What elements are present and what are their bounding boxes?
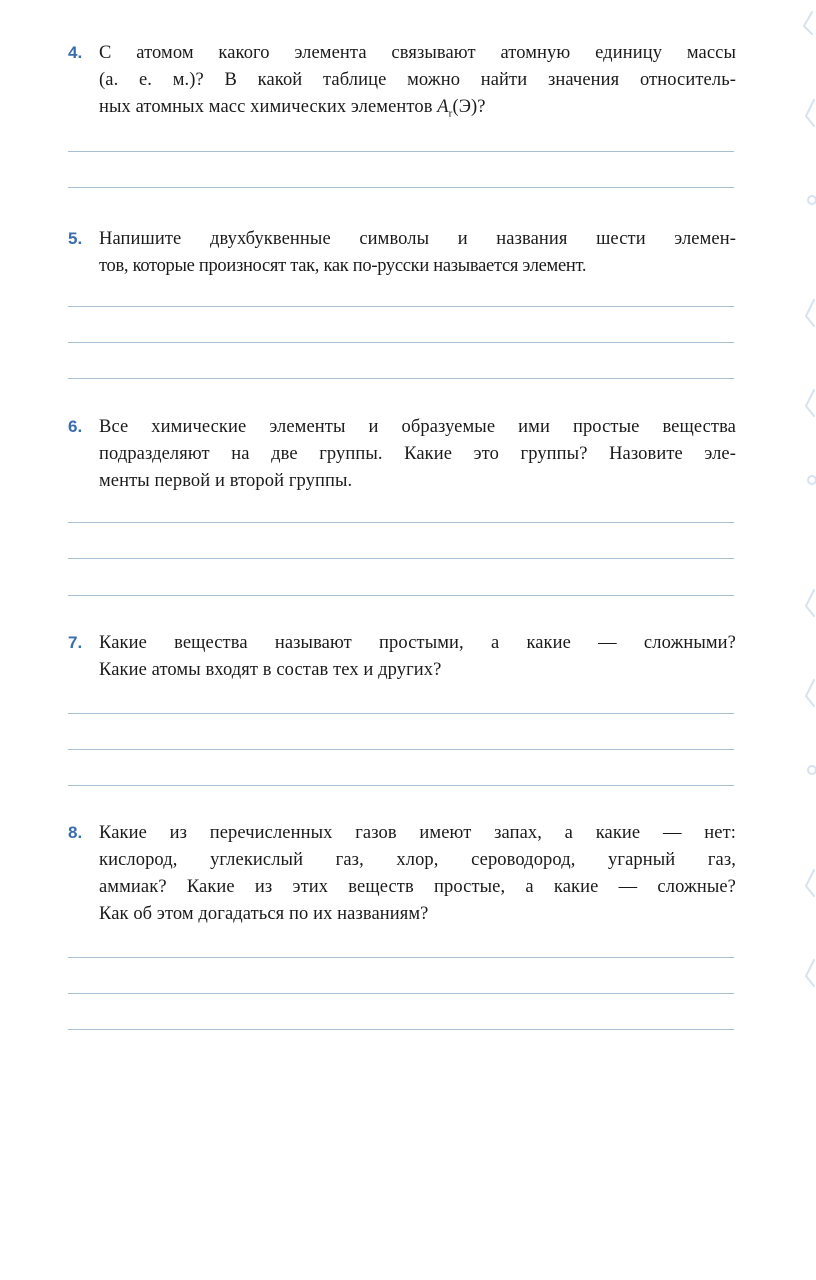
question-text-line: Напишите двухбуквенные символы и названия шести элемен- — [99, 229, 736, 249]
question-text-line: подразделяют на две группы. Какие это группы? Назовите эле- — [99, 444, 736, 464]
question-number: 4. — [68, 43, 83, 62]
question-number: 6. — [68, 417, 83, 436]
question-text — [99, 820, 736, 928]
question-text-line: Какие атомы входят в состав тех и других? — [99, 660, 442, 680]
answer-line[interactable] — [68, 151, 734, 152]
question-5 — [68, 226, 736, 280]
question-text-line — [99, 94, 736, 128]
question-text-line: кислород, углекислый газ, хлор, сероводород, угарный газ, — [99, 850, 736, 870]
question-text-line: С атомом какого элемента связывают атомную единицу массы — [99, 43, 736, 63]
question-text — [99, 226, 736, 280]
question-text-line: (а. е. м.)? В какой таблице можно найти значения относитель- — [99, 70, 736, 90]
question-text — [99, 40, 736, 128]
question-7 — [68, 630, 736, 684]
answer-line[interactable] — [68, 1029, 734, 1030]
answer-line[interactable] — [68, 749, 734, 750]
question-6 — [68, 414, 736, 495]
answer-line[interactable] — [68, 187, 734, 188]
answer-line[interactable] — [68, 785, 734, 786]
question-text-fragment: ных атомных масс химических элементов — [99, 97, 433, 117]
relative-atomic-mass-symbol — [437, 97, 453, 120]
question-text-line: Какие из перечисленных газов имеют запах, а какие — нет: — [99, 823, 736, 843]
question-8 — [68, 820, 736, 928]
question-text-line: Какие вещества называют простыми, а какие — сложными? — [99, 633, 736, 653]
question-text-line: тов, которые произносят так, как по-русски называется элемент. — [99, 256, 587, 276]
answer-line[interactable] — [68, 595, 734, 596]
question-number: 5. — [68, 229, 83, 248]
answer-line[interactable] — [68, 713, 734, 714]
question-text-line: Как об этом догадаться по их названиям? — [99, 904, 429, 924]
question-4 — [68, 40, 736, 128]
question-number: 7. — [68, 633, 83, 652]
symbol-letter: A — [437, 97, 449, 117]
answer-line[interactable] — [68, 993, 734, 994]
answer-line[interactable] — [68, 306, 734, 307]
question-text — [99, 630, 736, 684]
question-number: 8. — [68, 823, 83, 842]
answer-line[interactable] — [68, 558, 734, 559]
question-text-line: менты первой и второй группы. — [99, 471, 353, 491]
answer-line[interactable] — [68, 957, 734, 958]
answer-line[interactable] — [68, 378, 734, 379]
margin-decoration-icon — [756, 0, 816, 1280]
answer-line[interactable] — [68, 522, 734, 523]
symbol-subscript: r — [448, 107, 453, 120]
question-text-fragment: (Э)? — [452, 97, 486, 117]
question-text — [99, 414, 736, 495]
question-text-line: аммиак? Какие из этих веществ простые, а какие — сложные? — [99, 877, 736, 897]
question-text-line: Все химические элементы и образуемые ими простые вещества — [99, 417, 736, 437]
answer-line[interactable] — [68, 342, 734, 343]
